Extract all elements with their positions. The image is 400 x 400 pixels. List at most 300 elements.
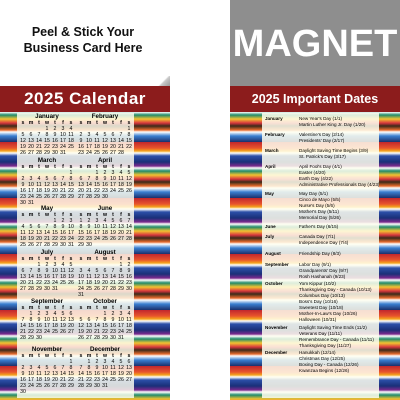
day-cell: 15 bbox=[28, 323, 34, 329]
day-cell: 12 bbox=[28, 230, 34, 236]
weekday-label: w bbox=[44, 256, 50, 262]
month-august bbox=[77, 249, 133, 298]
day-cell: 14 bbox=[78, 371, 84, 377]
day-cell: 8 bbox=[103, 317, 107, 323]
important-date-item: Grandparents' Day (9/7) bbox=[299, 268, 349, 273]
day-cell: 22 bbox=[78, 236, 84, 242]
day-cell: 7 bbox=[45, 224, 49, 230]
month-name: October bbox=[93, 298, 117, 305]
day-cell: 20 bbox=[126, 371, 132, 377]
weekday-label: s bbox=[127, 305, 131, 311]
important-date-item: Hanukkah (12/14) bbox=[299, 350, 336, 355]
peel-corner bbox=[158, 76, 170, 86]
day-cell: 28 bbox=[44, 242, 50, 248]
day-cell: 26 bbox=[44, 383, 50, 389]
day-cell: 3 bbox=[45, 311, 49, 317]
day-cell: 27 bbox=[36, 242, 42, 248]
day-cell: 14 bbox=[44, 230, 50, 236]
day-cell: 26 bbox=[110, 236, 116, 242]
day-cell: 9 bbox=[111, 317, 115, 323]
day-cell: 16 bbox=[78, 144, 84, 150]
day-cell: 6 bbox=[21, 268, 25, 274]
day-cell: 14 bbox=[20, 323, 26, 329]
day-cell: 22 bbox=[36, 280, 42, 286]
weekday-label: t bbox=[54, 164, 56, 170]
day-cell: 30 bbox=[86, 242, 92, 248]
month-september bbox=[19, 298, 75, 341]
card-instruction-line2: Business Card Here bbox=[23, 41, 143, 55]
dates-item-list bbox=[299, 191, 379, 221]
day-cell: 13 bbox=[86, 323, 92, 329]
day-cell bbox=[125, 383, 133, 389]
weekday-label: t bbox=[112, 212, 114, 218]
day-cell: 1 bbox=[103, 311, 107, 317]
dates-item-list bbox=[299, 234, 379, 246]
day-cell: 28 bbox=[36, 150, 42, 156]
day-cell: 12 bbox=[126, 176, 132, 182]
day-cell: 23 bbox=[78, 150, 84, 156]
day-cell: 6 bbox=[53, 176, 57, 182]
day-cell: 13 bbox=[126, 365, 132, 371]
day-cell: 22 bbox=[118, 280, 124, 286]
day-cell: 1 bbox=[127, 126, 131, 132]
day-cell: 27 bbox=[118, 236, 124, 242]
day-cell: 6 bbox=[79, 176, 83, 182]
day-cell: 22 bbox=[44, 144, 50, 150]
important-date-item: New Year's Day (1/1) bbox=[299, 116, 343, 121]
day-cell: 13 bbox=[118, 224, 124, 230]
month-name: April bbox=[97, 157, 113, 164]
day-cell: 28 bbox=[60, 383, 66, 389]
important-date-item: Memorial Day (5/26) bbox=[299, 215, 341, 220]
month-name: September bbox=[31, 298, 63, 305]
calendar-magnet-back bbox=[230, 0, 400, 400]
day-cell: 25 bbox=[94, 150, 100, 156]
day-cell: 29 bbox=[94, 194, 100, 200]
day-cell bbox=[109, 242, 117, 248]
calendar-title: 2025 Calendar bbox=[0, 86, 170, 112]
day-cell: 21 bbox=[94, 329, 100, 335]
day-cell: 25 bbox=[60, 280, 66, 286]
day-cell: 24 bbox=[60, 144, 66, 150]
weekday-label: s bbox=[127, 256, 131, 262]
day-cell: 28 bbox=[28, 286, 34, 292]
card-instruction-line1: Peel & Stick Your bbox=[31, 25, 135, 39]
weekday-label: f bbox=[62, 212, 64, 218]
day-cell: 24 bbox=[102, 377, 108, 383]
day-cell: 18 bbox=[94, 144, 100, 150]
weekday-label: t bbox=[96, 353, 98, 359]
day-cell: 16 bbox=[110, 323, 116, 329]
day-cell: 2 bbox=[79, 132, 83, 138]
important-date-item: Administrative Professionals Day (4/23) bbox=[299, 182, 380, 187]
day-cell: 21 bbox=[60, 188, 66, 194]
dates-item-list bbox=[299, 350, 379, 374]
day-cell: 16 bbox=[52, 138, 58, 144]
day-cell: 3 bbox=[69, 218, 73, 224]
day-cell: 1 bbox=[53, 218, 57, 224]
day-cell: 5 bbox=[45, 176, 49, 182]
day-cell: 3 bbox=[111, 170, 115, 176]
day-cell: 23 bbox=[110, 329, 116, 335]
day-cell: 24 bbox=[52, 280, 58, 286]
day-cell: 3 bbox=[61, 126, 65, 132]
day-cell: 19 bbox=[78, 329, 84, 335]
day-cell: 5 bbox=[111, 218, 115, 224]
day-cell: 25 bbox=[20, 242, 26, 248]
day-cell: 4 bbox=[95, 132, 99, 138]
day-cell: 21 bbox=[126, 230, 132, 236]
day-cell: 27 bbox=[86, 335, 92, 341]
weekday-label: m bbox=[28, 353, 34, 359]
important-date-item: Mother's Day (5/11) bbox=[299, 209, 339, 214]
weekday-label: s bbox=[127, 353, 131, 359]
day-cell: 15 bbox=[68, 182, 74, 188]
day-cell: 24 bbox=[44, 329, 50, 335]
day-cell: 7 bbox=[79, 365, 83, 371]
day-cell bbox=[59, 335, 67, 341]
weekday-label: s bbox=[21, 353, 25, 359]
month-may bbox=[19, 205, 75, 248]
important-dates-title: 2025 Important Dates bbox=[230, 86, 400, 112]
important-date-item: Valentine's Day (2/14) bbox=[299, 132, 344, 137]
dates-month-label: August bbox=[265, 251, 281, 256]
day-cell: 18 bbox=[126, 323, 132, 329]
day-cell: 15 bbox=[68, 371, 74, 377]
day-cell: 7 bbox=[29, 268, 33, 274]
day-cell: 31 bbox=[60, 150, 66, 156]
day-cell: 23 bbox=[86, 236, 92, 242]
day-cell: 6 bbox=[37, 224, 41, 230]
day-cell: 3 bbox=[103, 359, 107, 365]
month-june bbox=[77, 205, 133, 248]
day-cell: 20 bbox=[118, 230, 124, 236]
weekday-label: m bbox=[86, 305, 92, 311]
day-cell: 9 bbox=[103, 176, 107, 182]
day-cell: 29 bbox=[86, 383, 92, 389]
day-cell: 2 bbox=[45, 262, 49, 268]
day-cell: 17 bbox=[60, 138, 66, 144]
weekday-label: m bbox=[86, 120, 92, 126]
day-cell: 2 bbox=[127, 262, 131, 268]
day-cell: 9 bbox=[45, 268, 49, 274]
day-cell: 29 bbox=[44, 150, 50, 156]
day-cell: 8 bbox=[79, 224, 83, 230]
day-cell bbox=[51, 389, 59, 395]
day-cell: 15 bbox=[86, 371, 92, 377]
day-cell: 23 bbox=[102, 188, 108, 194]
day-cell: 24 bbox=[28, 383, 34, 389]
weekday-label: m bbox=[28, 305, 34, 311]
important-date-item: Daylight Saving Time Ends (11/2) bbox=[299, 325, 367, 330]
day-cell: 24 bbox=[86, 150, 92, 156]
month-name: May bbox=[40, 205, 54, 212]
day-cell: 9 bbox=[53, 132, 57, 138]
day-cell: 28 bbox=[20, 335, 26, 341]
week-row bbox=[19, 286, 75, 292]
day-cell: 6 bbox=[53, 365, 57, 371]
day-cell: 5 bbox=[127, 170, 131, 176]
day-cell: 3 bbox=[119, 311, 123, 317]
day-cell: 13 bbox=[110, 138, 116, 144]
day-cell: 26 bbox=[20, 150, 26, 156]
important-date-item: Sweetest Day (10/18) bbox=[299, 305, 344, 310]
day-cell: 22 bbox=[28, 329, 34, 335]
day-cell: 11 bbox=[102, 224, 108, 230]
important-date-item: Mother-In-Law's Day (10/26) bbox=[299, 311, 358, 316]
day-cell: 11 bbox=[20, 230, 26, 236]
day-cell: 2 bbox=[21, 176, 25, 182]
important-date-item: Canada Day (7/1) bbox=[299, 234, 336, 239]
day-cell: 4 bbox=[21, 224, 25, 230]
day-cell: 14 bbox=[60, 182, 66, 188]
day-cell: 1 bbox=[69, 170, 73, 176]
day-cell: 11 bbox=[60, 268, 66, 274]
day-cell: 25 bbox=[52, 329, 58, 335]
day-cell: 18 bbox=[118, 182, 124, 188]
day-cell: 16 bbox=[44, 274, 50, 280]
day-cell: 20 bbox=[52, 377, 58, 383]
day-cell: 21 bbox=[60, 377, 66, 383]
day-cell: 20 bbox=[110, 144, 116, 150]
important-date-item: Thanksgiving Day (11/27) bbox=[299, 343, 352, 348]
weekday-label: m bbox=[86, 256, 92, 262]
day-cell: 7 bbox=[87, 176, 91, 182]
dates-month-label: November bbox=[265, 325, 288, 330]
weekday-label: t bbox=[54, 120, 56, 126]
day-cell: 2 bbox=[103, 170, 107, 176]
weekday-label: s bbox=[79, 353, 83, 359]
day-cell: 16 bbox=[20, 188, 26, 194]
day-cell bbox=[67, 286, 75, 292]
day-cell: 21 bbox=[28, 280, 34, 286]
weekday-label: t bbox=[54, 256, 56, 262]
day-cell: 29 bbox=[36, 286, 42, 292]
weekday-label: t bbox=[96, 164, 98, 170]
important-date-item: Remembrance Day - Canada (11/11) bbox=[299, 337, 374, 342]
day-cell: 1 bbox=[87, 359, 91, 365]
day-cell: 12 bbox=[68, 268, 74, 274]
important-date-item: May Day (5/1) bbox=[299, 191, 328, 196]
day-cell: 3 bbox=[79, 268, 83, 274]
day-cell: 30 bbox=[94, 383, 100, 389]
day-cell: 22 bbox=[52, 236, 58, 242]
day-cell: 5 bbox=[21, 132, 25, 138]
week-row bbox=[77, 150, 133, 156]
weekday-label: s bbox=[79, 164, 83, 170]
day-cell: 11 bbox=[36, 371, 42, 377]
month-name: November bbox=[31, 346, 63, 353]
weekday-label: m bbox=[28, 212, 34, 218]
day-cell: 15 bbox=[94, 182, 100, 188]
day-cell: 13 bbox=[36, 230, 42, 236]
dates-item-list bbox=[299, 262, 379, 280]
day-cell: 21 bbox=[118, 144, 124, 150]
month-april bbox=[77, 157, 133, 200]
month-march bbox=[19, 157, 75, 206]
day-cell: 19 bbox=[94, 280, 100, 286]
weekday-label: t bbox=[38, 305, 40, 311]
day-cell: 14 bbox=[28, 274, 34, 280]
weekday-label: s bbox=[79, 120, 83, 126]
day-cell: 17 bbox=[44, 323, 50, 329]
day-cell: 31 bbox=[28, 200, 34, 206]
day-cell: 9 bbox=[127, 268, 131, 274]
day-cell: 13 bbox=[20, 274, 26, 280]
weekday-label: w bbox=[102, 353, 108, 359]
day-cell: 16 bbox=[36, 323, 42, 329]
important-date-item: Christmas Day (12/25) bbox=[299, 356, 345, 361]
dates-month-label: February bbox=[265, 132, 285, 137]
day-cell: 19 bbox=[44, 188, 50, 194]
calendar-grid-panel bbox=[17, 113, 134, 398]
day-cell: 10 bbox=[118, 317, 124, 323]
day-cell: 29 bbox=[118, 286, 124, 292]
day-cell: 21 bbox=[44, 236, 50, 242]
calendar-magnet-front bbox=[0, 0, 170, 400]
magnet-header bbox=[230, 0, 400, 86]
day-cell: 8 bbox=[119, 268, 123, 274]
day-cell: 3 bbox=[53, 262, 57, 268]
weekday-label: s bbox=[127, 120, 131, 126]
month-november bbox=[19, 346, 75, 395]
day-cell: 7 bbox=[37, 132, 41, 138]
day-cell: 10 bbox=[52, 268, 58, 274]
important-date-item: Earth Day (4/22) bbox=[299, 176, 333, 181]
day-cell: 1 bbox=[37, 262, 41, 268]
day-cell: 14 bbox=[126, 224, 132, 230]
day-cell: 23 bbox=[126, 280, 132, 286]
day-cell: 10 bbox=[86, 138, 92, 144]
day-cell: 12 bbox=[78, 323, 84, 329]
day-cell bbox=[35, 389, 43, 395]
day-cell bbox=[125, 242, 133, 248]
day-cell bbox=[59, 286, 67, 292]
day-cell bbox=[125, 194, 133, 200]
day-cell bbox=[117, 194, 125, 200]
day-cell bbox=[43, 389, 51, 395]
weekday-label: s bbox=[79, 305, 83, 311]
day-cell: 15 bbox=[36, 274, 42, 280]
weekday-label: t bbox=[54, 212, 56, 218]
day-cell: 26 bbox=[28, 242, 34, 248]
dates-month-label: September bbox=[265, 262, 289, 267]
day-cell: 26 bbox=[60, 329, 66, 335]
day-cell: 26 bbox=[68, 280, 74, 286]
day-cell: 26 bbox=[102, 150, 108, 156]
weekday-label: f bbox=[120, 120, 122, 126]
day-cell bbox=[51, 335, 59, 341]
dates-item-list bbox=[299, 224, 379, 230]
day-cell: 25 bbox=[126, 329, 132, 335]
day-cell: 15 bbox=[118, 274, 124, 280]
weekday-label: t bbox=[38, 212, 40, 218]
day-cell: 10 bbox=[68, 224, 74, 230]
day-cell: 19 bbox=[118, 371, 124, 377]
day-cell: 10 bbox=[44, 317, 50, 323]
weekday-label: t bbox=[96, 120, 98, 126]
weekday-label: s bbox=[21, 120, 25, 126]
day-cell: 6 bbox=[111, 132, 115, 138]
day-cell: 20 bbox=[20, 280, 26, 286]
dates-month-label: December bbox=[265, 350, 288, 355]
day-cell: 20 bbox=[86, 329, 92, 335]
day-cell: 21 bbox=[78, 377, 84, 383]
day-cell: 6 bbox=[69, 311, 73, 317]
day-cell: 29 bbox=[102, 335, 108, 341]
day-cell: 12 bbox=[118, 365, 124, 371]
day-cell: 26 bbox=[94, 286, 100, 292]
day-cell: 8 bbox=[29, 317, 33, 323]
weekday-label: s bbox=[21, 305, 25, 311]
day-cell: 1 bbox=[95, 170, 99, 176]
day-cell: 10 bbox=[110, 176, 116, 182]
important-date-item: Friendship Day (8/3) bbox=[299, 251, 341, 256]
day-cell: 30 bbox=[20, 200, 26, 206]
day-cell: 11 bbox=[118, 176, 124, 182]
important-date-item: St. Patrick's Day (3/17) bbox=[299, 154, 346, 159]
day-cell: 12 bbox=[20, 138, 26, 144]
important-date-item: Presidents' Day (2/17) bbox=[299, 138, 345, 143]
day-cell: 14 bbox=[118, 138, 124, 144]
day-cell: 11 bbox=[94, 138, 100, 144]
important-date-item: Kwanzaa Begins (12/26) bbox=[299, 368, 350, 373]
day-cell: 9 bbox=[21, 371, 25, 377]
weekday-label: f bbox=[120, 256, 122, 262]
dates-item-list bbox=[299, 251, 379, 257]
day-cell: 5 bbox=[95, 268, 99, 274]
day-cell: 22 bbox=[68, 188, 74, 194]
day-cell bbox=[59, 389, 67, 395]
day-cell: 12 bbox=[44, 371, 50, 377]
day-cell: 2 bbox=[111, 311, 115, 317]
day-cell: 22 bbox=[86, 377, 92, 383]
day-cell: 23 bbox=[36, 329, 42, 335]
day-cell: 5 bbox=[29, 224, 33, 230]
day-cell: 25 bbox=[36, 194, 42, 200]
weekday-label: s bbox=[127, 212, 131, 218]
day-cell: 24 bbox=[94, 236, 100, 242]
weekday-label: s bbox=[21, 212, 25, 218]
day-cell: 27 bbox=[52, 383, 58, 389]
day-cell: 24 bbox=[78, 286, 84, 292]
day-cell: 27 bbox=[102, 286, 108, 292]
weekday-label: s bbox=[69, 164, 73, 170]
day-cell: 13 bbox=[28, 138, 34, 144]
day-cell: 11 bbox=[36, 182, 42, 188]
day-cell: 23 bbox=[94, 377, 100, 383]
day-cell: 22 bbox=[126, 144, 132, 150]
weekday-label: t bbox=[112, 256, 114, 262]
weekday-label: t bbox=[96, 212, 98, 218]
day-cell: 23 bbox=[20, 383, 26, 389]
day-cell bbox=[67, 150, 75, 156]
day-cell: 31 bbox=[118, 335, 124, 341]
day-cell: 12 bbox=[102, 138, 108, 144]
weekday-label: s bbox=[21, 256, 25, 262]
weekday-label: f bbox=[120, 212, 122, 218]
weekday-label: t bbox=[54, 353, 56, 359]
important-date-item: Thanksgiving Day - Canada (10/13) bbox=[299, 287, 372, 292]
month-october bbox=[77, 298, 133, 341]
day-cell: 15 bbox=[52, 230, 58, 236]
day-cell: 16 bbox=[126, 274, 132, 280]
weekday-label: t bbox=[38, 353, 40, 359]
day-cell: 9 bbox=[61, 224, 65, 230]
day-cell: 30 bbox=[36, 335, 42, 341]
weekday-label: w bbox=[102, 164, 108, 170]
weekday-label: s bbox=[69, 212, 73, 218]
